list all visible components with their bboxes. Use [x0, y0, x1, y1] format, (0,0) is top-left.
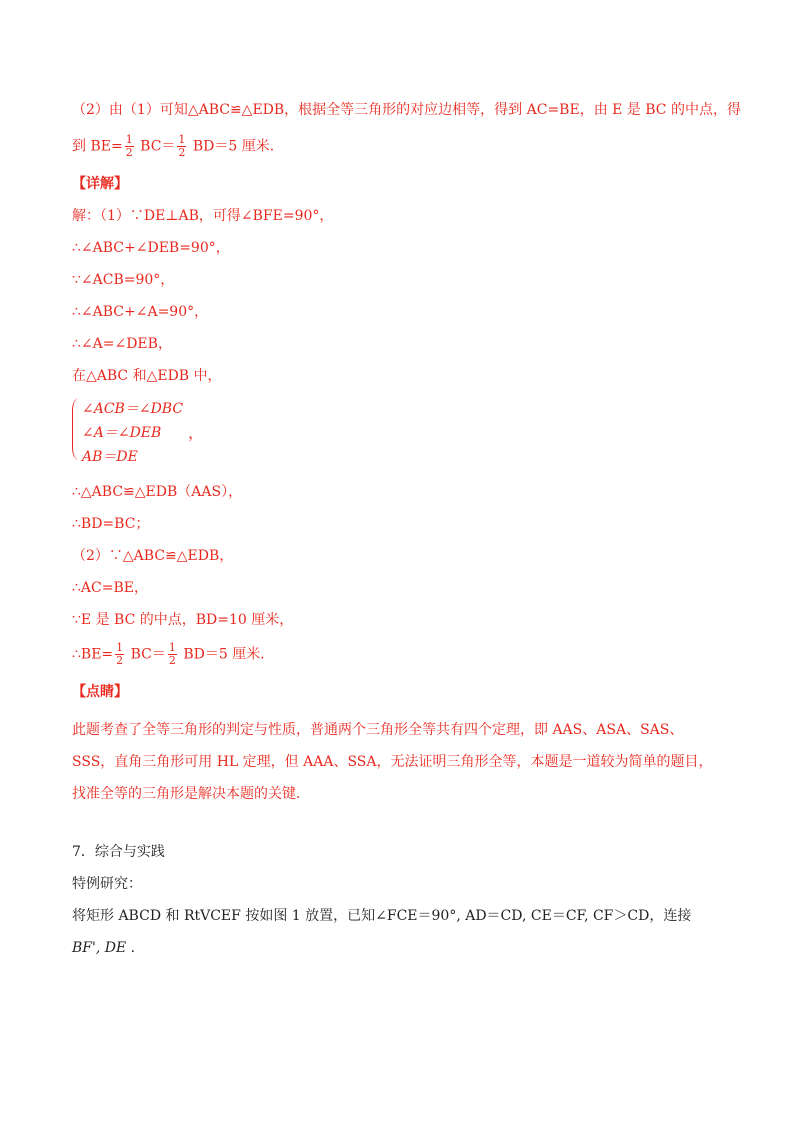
fraction-one-half: $\frac{1}{2}$ — [116, 641, 124, 667]
solution-line-7: ∴△ABC≌△EDB（AAS）， — [72, 484, 243, 500]
fraction-one-half: $\frac{1}{2}$ — [168, 641, 176, 667]
detail-heading: 【详解】 — [72, 176, 128, 192]
solution-line-1: 解：（1）∵DE⊥AB，可得∠BFE=90°， — [72, 208, 334, 224]
solution-line-3: ∵∠ACB=90°， — [72, 272, 175, 288]
problem-7-subtitle: 特例研究： — [72, 876, 142, 892]
system-comma: ， — [188, 423, 205, 442]
fraction-one-half: $\frac{1}{2}$ — [125, 133, 133, 159]
solution-line-5: ∴∠A=∠DEB， — [72, 336, 172, 352]
problem-7-line-2: BF', DE . — [72, 940, 136, 956]
solution-line-6: 在△ABC 和△EDB 中， — [72, 368, 222, 384]
problem-7-line-1: 将矩形 ABCD 和 RtVCEF 按如图 1 放置，已知∠FCE＝90°, AD＝CD, CE＝CF, CF＞CD，连接 — [72, 908, 692, 924]
comment-heading: 【点睛】 — [72, 684, 128, 700]
solution-line-10: ∴AC=BE， — [72, 580, 148, 596]
left-brace — [72, 398, 79, 460]
analysis-part2-line1: （2）由（1）可知△ABC≌△EDB，根据全等三角形的对应边相等，得到 AC=BE，由 E 是 BC 的中点，得 — [72, 102, 741, 118]
system-eq-1: ∠ACB＝∠DBC — [82, 401, 184, 417]
problem-7-title: 7．综合与实践 — [72, 844, 165, 860]
fraction-one-half: $\frac{1}{2}$ — [178, 133, 186, 159]
comment-text: 此题考查了全等三角形的判定与性质，普通两个三角形全等共有四个定理，即 AAS、ASA、SAS、SSS，直角三角形可用 HL 定理，但 AAA、SSA，无法证明三角形全等，本题是一道较为简单的题目，找准全等的三角形是解决本题的关键． — [72, 722, 713, 802]
analysis-part2-line2: 到 BE= $\frac{1}{2}$ BC＝ $\frac{1}{2}$ BD＝5 厘米． — [72, 133, 284, 159]
system-eq-3: AB＝DE — [82, 449, 138, 465]
solution-line-12: ∴BE= $\frac{1}{2}$ BC＝ $\frac{1}{2}$ BD＝5 厘米． — [72, 641, 275, 667]
solution-line-8: ∴BD=BC； — [72, 516, 150, 532]
solution-line-11: ∵E 是 BC 的中点，BD=10 厘米， — [72, 612, 294, 628]
system-eq-2: ∠A＝∠DEB — [82, 425, 162, 441]
solution-line-9: （2）∵△ABC≌△EDB， — [72, 548, 234, 564]
solution-line-2: ∴∠ABC+∠DEB=90°， — [72, 240, 230, 256]
solution-line-4: ∴∠ABC+∠A=90°， — [72, 304, 209, 320]
equation-system — [72, 396, 212, 464]
